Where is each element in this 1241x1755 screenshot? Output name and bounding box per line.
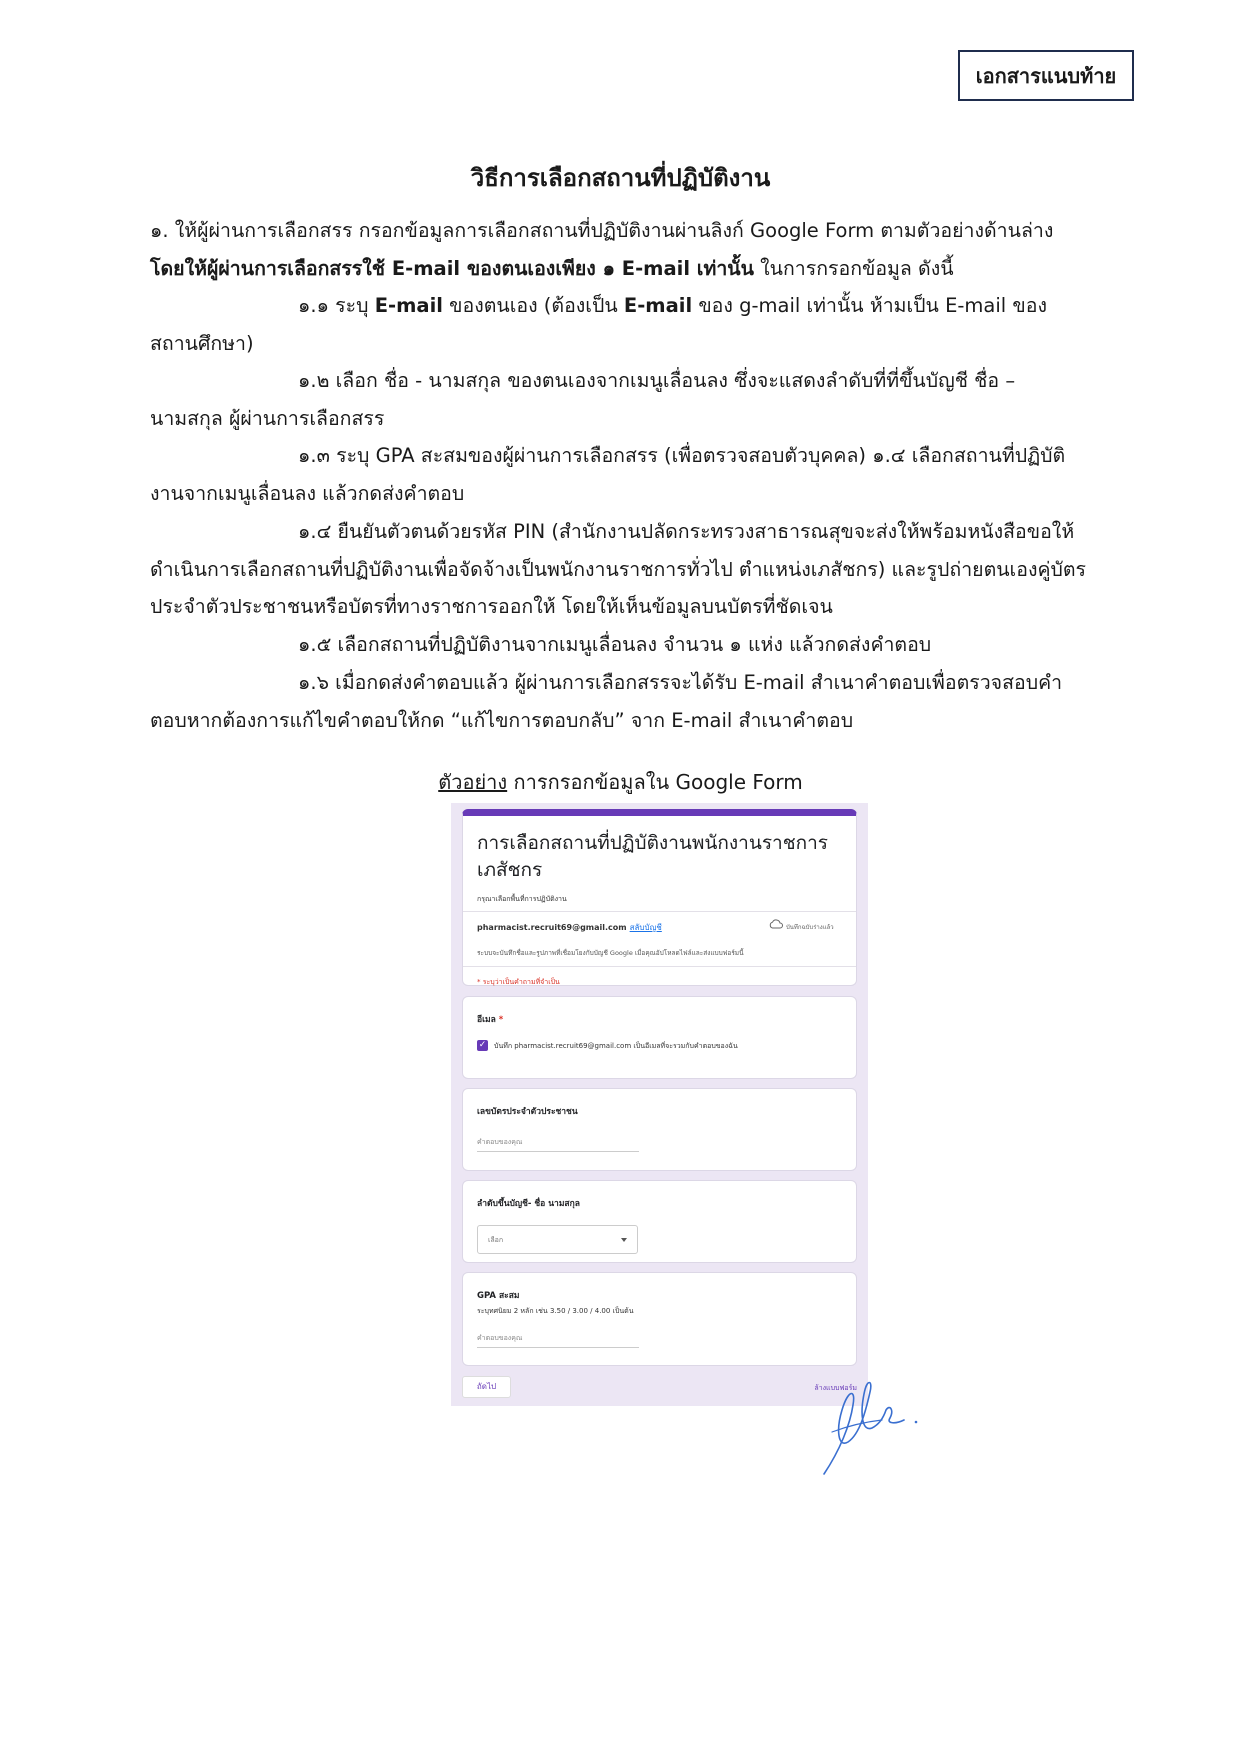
paragraph-1-3: ๑.๓ ระบุ GPA สะสมของผู้ผ่านการเลือกสรร (เพื่อตรวจสอบตัวบุคคล) ๑.๔ เลือกสถานที่ปฏิบัติงานจากเมนูเลื่อนลง แล้วกดส่งคำตอบ xyxy=(150,444,1066,505)
saved-status: บันทึกฉบับร่างแล้ว xyxy=(786,924,834,931)
cloud-saved-icon xyxy=(769,919,783,929)
next-button[interactable]: ถัดไป xyxy=(462,1376,511,1398)
paragraph-1: ๑. ให้ผู้ผ่านการเลือกสรร กรอกข้อมูลการเลือกสถานที่ปฏิบัติงานผ่านลิงก์ Google Form ตามตัวอย่างด้านล่าง โดยให้ผู้ผ่านการเลือกสรรใช้ E-mail ของตนเองเพียง ๑ E-mail เท่านั้น ในการกรอกข้อมูล ดังนี้ xyxy=(150,219,1054,280)
form-header-card xyxy=(462,809,857,986)
email-label: อีเมล * xyxy=(477,1015,504,1025)
example-caption: ตัวอย่าง การกรอกข้อมูลใน Google Form xyxy=(438,770,803,794)
gpa-label: GPA สะสม xyxy=(477,1291,520,1301)
page-title: วิธีการเลือกสถานที่ปฏิบัติงาน xyxy=(470,164,771,192)
email-checkbox[interactable]: ✓ xyxy=(478,1040,487,1050)
gpa-question-card xyxy=(462,1272,857,1366)
gpa-hint: ระบุทศนิยม 2 หลัก เช่น 3.50 / 3.00 / 4.00 เป็นต้น xyxy=(477,1307,634,1315)
form-description: กรุณาเลือกพื้นที่การปฏิบัติงาน xyxy=(477,895,567,903)
idcard-question-card xyxy=(462,1088,857,1171)
rank-question-card xyxy=(462,1180,857,1263)
dropdown-arrow-icon xyxy=(621,1238,627,1242)
paragraph-1-1: ๑.๑ ระบุ E-mail ของตนเอง (ต้องเป็น E-mail ของ g-mail เท่านั้น ห้ามเป็น E-mail ของสถานศึกษา) xyxy=(150,294,1047,355)
divider xyxy=(463,966,856,967)
account-row: pharmacist.recruit69@gmail.com สลับบัญชี xyxy=(477,923,662,932)
email-checkbox-label: บันทึก pharmacist.recruit69@gmail.com เป็นอีเมลที่จะรวมกับคำตอบของฉัน xyxy=(494,1042,738,1050)
required-note: * ระบุว่าเป็นคำถามที่จำเป็น xyxy=(477,978,560,986)
divider xyxy=(463,911,856,912)
idcard-answer-input[interactable]: คำตอบของคุณ xyxy=(477,1137,639,1152)
attachment-label: เอกสารแนบท้าย xyxy=(958,50,1134,101)
form-title: การเลือกสถานที่ปฏิบัติงานพนักงานราชการเภสัชกร xyxy=(477,832,828,881)
paragraph-1-2: ๑.๒ เลือก ชื่อ - นามสกุล ของตนเองจากเมนูเลื่อนลง ซึ่งจะแสดงลำดับที่ที่ขึ้นบัญชี ชื่อ – นามสกุล ผู้ผ่านการเลือกสรร xyxy=(150,369,1016,430)
account-note: ระบบจะบันทึกชื่อและรูปภาพที่เชื่อมโยงกับบัญชี Google เมื่อคุณอัปโหลดไฟล์และส่งแบบฟอร์มนี้ xyxy=(477,949,744,957)
paragraph-1-5: ๑.๕ เลือกสถานที่ปฏิบัติงานจากเมนูเลื่อนลง จำนวน ๑ แห่ง แล้วกดส่งคำตอบ xyxy=(298,633,932,656)
rank-label: ลำดับขึ้นบัญชี- ชื่อ นามสกุล xyxy=(477,1199,580,1209)
google-form-screenshot xyxy=(451,803,868,1406)
idcard-label: เลขบัตรประจำตัวประชาชน xyxy=(477,1107,578,1117)
gpa-answer-input[interactable]: คำตอบของคุณ xyxy=(477,1333,639,1348)
paragraph-1-6: ๑.๖ เมื่อกดส่งคำตอบแล้ว ผู้ผ่านการเลือกสรรจะได้รับ E-mail สำเนาคำตอบเพื่อตรวจสอบคำตอบหากต้องการแก้ไขคำตอบให้กด “แก้ไขการตอบกลับ” จาก E-mail สำเนาคำตอบ xyxy=(150,671,1063,732)
signature-image xyxy=(820,1370,920,1480)
email-question-card xyxy=(462,996,857,1079)
clear-form-link[interactable]: ล้างแบบฟอร์ม xyxy=(814,1384,857,1392)
paragraph-1-4: ๑.๔ ยืนยันตัวตนด้วยรหัส PIN (สำนักงานปลัดกระทรวงสาธารณสุขจะส่งให้พร้อมหนังสือขอให้ดำเนินการเลือกสถานที่ปฏิบัติงานเพื่อจัดจ้างเป็นพนักงานราชการทั่วไป ตำแหน่งเภสัชกร) และรูปถ่ายตนเองคู่บัตรประจำตัวประชาชนหรือบัตรที่ทางราชการออกให้ โดยให้เห็นข้อมูลบนบัตรที่ชัดเจน xyxy=(150,520,1087,618)
switch-account-link[interactable]: สลับบัญชี xyxy=(629,923,662,932)
rank-select[interactable]: เลือก xyxy=(477,1225,638,1254)
